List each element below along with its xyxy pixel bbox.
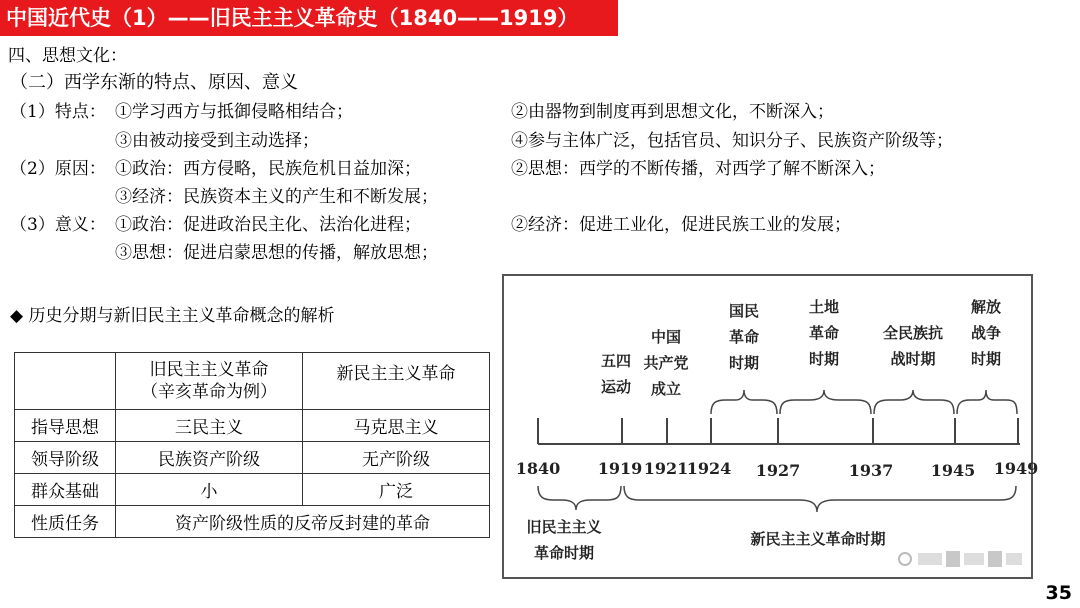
watermark-icon bbox=[896, 549, 1026, 569]
row-header: 指导思想 bbox=[15, 410, 116, 442]
era-brace-new bbox=[624, 486, 1016, 512]
column-header-new: 新民主主义革命 bbox=[303, 353, 490, 410]
column-header-old-title: 旧民主主义革命 bbox=[149, 360, 269, 380]
period-label-liberation-war: 时期 bbox=[970, 350, 1002, 368]
row-header: 群众基础 bbox=[15, 474, 116, 506]
period-brace bbox=[957, 390, 1017, 414]
period-brace bbox=[711, 390, 777, 414]
row-header: 领导阶级 bbox=[15, 442, 116, 474]
table-cell: 小 bbox=[116, 474, 303, 506]
watermark-logo bbox=[896, 549, 1026, 573]
row-label: （3）意义： bbox=[10, 215, 106, 235]
year-label: 1927 bbox=[755, 461, 801, 480]
year-label: 1921 bbox=[643, 459, 689, 478]
period-label-land-revolution: 革命 bbox=[808, 324, 840, 342]
period-label-anti-japanese-war: 战时期 bbox=[890, 350, 936, 368]
table-row bbox=[15, 506, 490, 538]
section-subheading: （二）西学东渐的特点、原因、意义 bbox=[10, 72, 298, 93]
period-label-liberation-war: 战争 bbox=[970, 324, 1002, 342]
period-label-anti-japanese-war: 全民族抗 bbox=[882, 324, 944, 342]
table-cell: 资产阶级性质的反帝反封建的革命 bbox=[116, 506, 490, 538]
period-label-national-revolution: 革命 bbox=[728, 328, 760, 346]
old-era-label: 革命时期 bbox=[533, 544, 595, 562]
table-corner-cell bbox=[15, 353, 116, 410]
point-text: ③思想：促进启蒙思想的传播，解放思想； bbox=[115, 243, 438, 263]
analysis-title: ◆ 历史分期与新旧民主主义革命概念的解析 bbox=[10, 306, 335, 326]
period-label-national-revolution: 时期 bbox=[728, 354, 760, 372]
table-cell: 无产阶级 bbox=[303, 442, 490, 474]
table-cell: 广泛 bbox=[303, 474, 490, 506]
point-text: ③经济：民族资本主义的产生和不断发展； bbox=[115, 187, 438, 207]
point-text: ②思想：西学的不断传播，对西学了解不断深入； bbox=[511, 159, 885, 179]
page-number: 35 bbox=[1045, 582, 1072, 604]
point-text: ④参与主体广泛，包括官员、知识分子、民族资产阶级等； bbox=[511, 131, 953, 151]
event-label-cpc: 中国 bbox=[650, 328, 682, 346]
year-label: 1924 bbox=[686, 459, 732, 478]
table-row bbox=[15, 442, 490, 474]
row-label: （1）特点： bbox=[10, 102, 106, 122]
year-label: 1840 bbox=[515, 459, 561, 478]
section-heading: 四、思想文化： bbox=[8, 46, 127, 66]
table-cell: 马克思主义 bbox=[303, 410, 490, 442]
year-label: 1949 bbox=[993, 459, 1039, 478]
year-label: 1945 bbox=[930, 461, 976, 480]
comparison-table bbox=[14, 352, 490, 538]
timeline-panel bbox=[502, 274, 1039, 579]
column-header-old bbox=[116, 353, 303, 410]
old-era-label: 旧民主主义 bbox=[526, 518, 602, 536]
table-row bbox=[15, 410, 490, 442]
row-label: （2）原因： bbox=[10, 159, 106, 179]
page-title: 中国近代史（1）——旧民主主义革命史（1840——1919） bbox=[6, 6, 579, 30]
period-brace bbox=[780, 390, 871, 414]
event-label-cpc: 成立 bbox=[650, 380, 682, 398]
year-label: 1937 bbox=[848, 461, 894, 480]
event-label-may-fourth: 运动 bbox=[600, 378, 632, 396]
column-header-old-note: （辛亥革命为例） bbox=[141, 382, 277, 402]
period-brace bbox=[874, 390, 954, 414]
period-label-liberation-war: 解放 bbox=[970, 298, 1002, 316]
point-text: ②经济：促进工业化，促进民族工业的发展； bbox=[511, 215, 851, 235]
year-label: 1919 bbox=[597, 459, 643, 478]
event-label-cpc: 共产党 bbox=[643, 354, 689, 372]
point-text: ①政治：促进政治民主化、法治化进程； bbox=[115, 215, 421, 235]
point-text: ②由器物到制度再到思想文化，不断深入； bbox=[511, 102, 834, 122]
new-era-label: 新民主主义革命时期 bbox=[750, 530, 886, 548]
table-cell: 民族资产阶级 bbox=[116, 442, 303, 474]
point-text: ③由被动接受到主动选择； bbox=[115, 131, 319, 151]
period-label-land-revolution: 时期 bbox=[808, 350, 840, 368]
table-row bbox=[15, 474, 490, 506]
row-header: 性质任务 bbox=[15, 506, 116, 538]
era-brace-old bbox=[538, 486, 621, 510]
period-label-land-revolution: 土地 bbox=[808, 298, 840, 316]
table-cell: 三民主义 bbox=[116, 410, 303, 442]
title-bar bbox=[0, 0, 618, 36]
period-label-national-revolution: 国民 bbox=[728, 302, 760, 320]
event-label-may-fourth: 五四 bbox=[600, 352, 632, 370]
point-text: ①政治：西方侵略，民族危机日益加深； bbox=[115, 159, 421, 179]
timeline-diagram bbox=[504, 276, 1039, 577]
point-text: ①学习西方与抵御侵略相结合； bbox=[115, 102, 353, 122]
